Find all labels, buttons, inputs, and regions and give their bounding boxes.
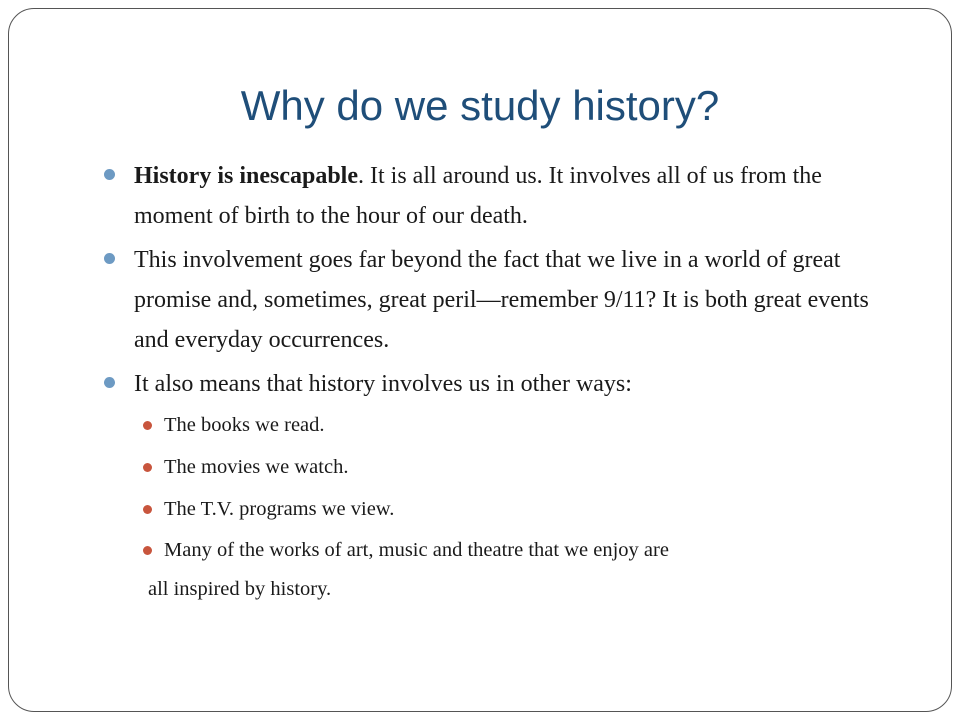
sub-bullet-text: The T.V. programs we view. [164,498,395,520]
sub-bullet-dot-icon [143,546,152,555]
sub-bullet-continuation: all inspired by history. [148,578,332,600]
sub-bullet-dot-icon [143,421,152,430]
bullet-dot-icon [104,377,115,388]
sub-bullet-dot-icon [143,505,152,514]
bullet-text: This involvement goes far beyond the fact that we live in a world of great promise and, sometimes, great peril—remember 9/11? It is both great events and everyday occurrences. [134,247,869,353]
bullet-item [104,364,884,404]
bullet-rest-text: . It is all around us. It involves all of us from the moment of birth to the hour of our death. [134,163,822,229]
sub-bullet-text: The movies we watch. [164,456,349,478]
bullet-text: It also means that history involves us in other ways: [134,371,632,397]
sub-bullet-text: Many of the works of art, music and theatre that we enjoy are [164,539,669,561]
bullet-dot-icon [104,169,115,180]
bullet-item [104,240,884,360]
sub-bullet-text: The books we read. [164,414,325,436]
slide-title: Why do we study history? [240,82,720,129]
bullet-dot-icon [104,253,115,264]
bullet-text [134,156,894,236]
sub-bullet-dot-icon [143,463,152,472]
bullet-item [104,156,884,236]
bullet-bold-text: History is inescapable [134,163,359,189]
